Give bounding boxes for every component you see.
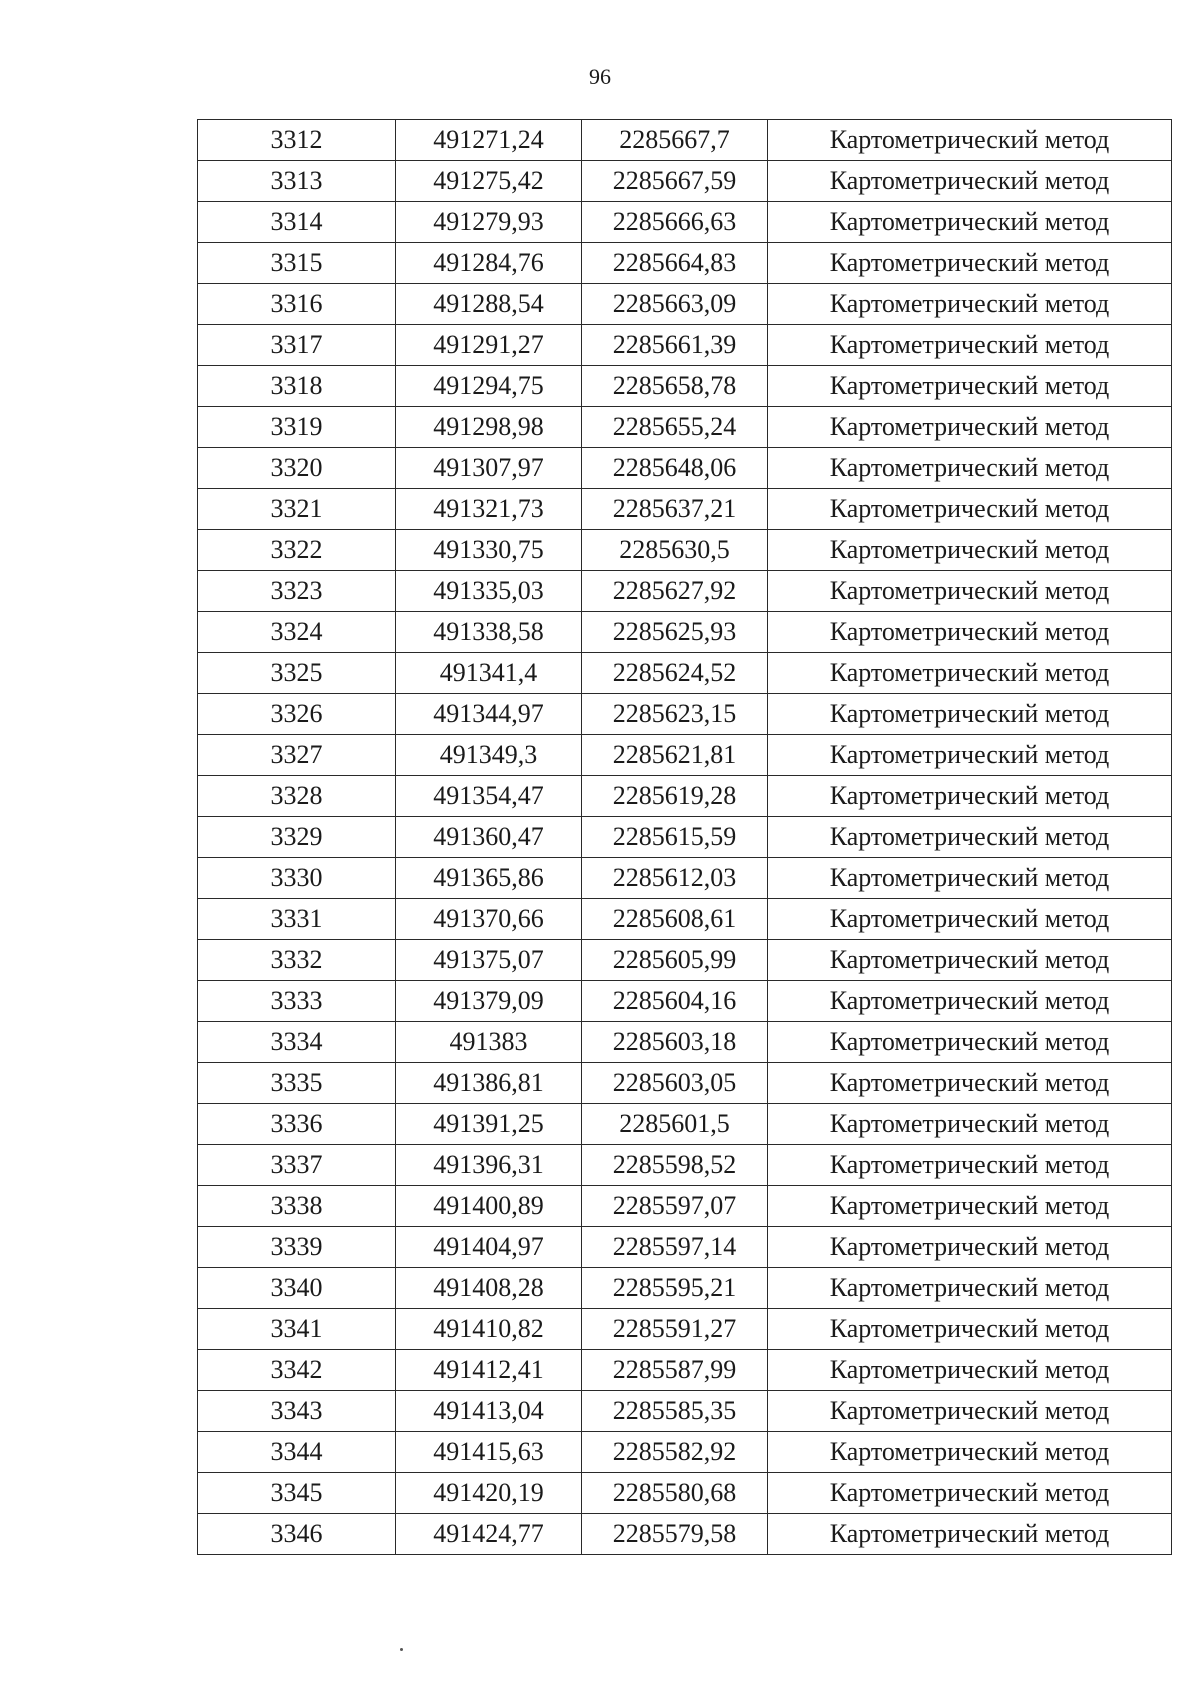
y-coordinate-cell: 2285603,05 (582, 1063, 768, 1104)
point-number-cell: 3342 (198, 1350, 396, 1391)
point-number-cell: 3331 (198, 899, 396, 940)
method-cell: Картометрический метод (768, 858, 1172, 899)
table-row (198, 571, 1172, 612)
x-coordinate-cell: 491410,82 (396, 1309, 582, 1350)
table-row (198, 940, 1172, 981)
table-row (198, 1104, 1172, 1145)
method-cell: Картометрический метод (768, 284, 1172, 325)
y-coordinate-cell: 2285605,99 (582, 940, 768, 981)
x-coordinate-cell: 491354,47 (396, 776, 582, 817)
x-coordinate-cell: 491408,28 (396, 1268, 582, 1309)
y-coordinate-cell: 2285623,15 (582, 694, 768, 735)
point-number-cell: 3317 (198, 325, 396, 366)
method-cell: Картометрический метод (768, 407, 1172, 448)
y-coordinate-cell: 2285630,5 (582, 530, 768, 571)
x-coordinate-cell: 491383 (396, 1022, 582, 1063)
method-cell: Картометрический метод (768, 899, 1172, 940)
point-number-cell: 3323 (198, 571, 396, 612)
point-number-cell: 3318 (198, 366, 396, 407)
table-row (198, 448, 1172, 489)
table-row (198, 1473, 1172, 1514)
y-coordinate-cell: 2285587,99 (582, 1350, 768, 1391)
y-coordinate-cell: 2285603,18 (582, 1022, 768, 1063)
table-row (198, 1022, 1172, 1063)
point-number-cell: 3344 (198, 1432, 396, 1473)
x-coordinate-cell: 491335,03 (396, 571, 582, 612)
y-coordinate-cell: 2285625,93 (582, 612, 768, 653)
method-cell: Картометрический метод (768, 1227, 1172, 1268)
table-row (198, 735, 1172, 776)
y-coordinate-cell: 2285627,92 (582, 571, 768, 612)
y-coordinate-cell: 2285597,07 (582, 1186, 768, 1227)
x-coordinate-cell: 491330,75 (396, 530, 582, 571)
y-coordinate-cell: 2285648,06 (582, 448, 768, 489)
y-coordinate-cell: 2285661,39 (582, 325, 768, 366)
method-cell: Картометрический метод (768, 1268, 1172, 1309)
method-cell: Картометрический метод (768, 612, 1172, 653)
y-coordinate-cell: 2285598,52 (582, 1145, 768, 1186)
method-cell: Картометрический метод (768, 325, 1172, 366)
point-number-cell: 3315 (198, 243, 396, 284)
y-coordinate-cell: 2285591,27 (582, 1309, 768, 1350)
point-number-cell: 3319 (198, 407, 396, 448)
method-cell: Картометрический метод (768, 571, 1172, 612)
point-number-cell: 3325 (198, 653, 396, 694)
point-number-cell: 3343 (198, 1391, 396, 1432)
point-number-cell: 3334 (198, 1022, 396, 1063)
y-coordinate-cell: 2285595,21 (582, 1268, 768, 1309)
point-number-cell: 3340 (198, 1268, 396, 1309)
y-coordinate-cell: 2285608,61 (582, 899, 768, 940)
table-row (198, 1391, 1172, 1432)
method-cell: Картометрический метод (768, 776, 1172, 817)
table-row (198, 1514, 1172, 1555)
point-number-cell: 3337 (198, 1145, 396, 1186)
page-number: 96 (589, 64, 611, 89)
point-number-cell: 3345 (198, 1473, 396, 1514)
y-coordinate-cell: 2285601,5 (582, 1104, 768, 1145)
x-coordinate-cell: 491321,73 (396, 489, 582, 530)
y-coordinate-cell: 2285663,09 (582, 284, 768, 325)
x-coordinate-cell: 491298,98 (396, 407, 582, 448)
point-number-cell: 3338 (198, 1186, 396, 1227)
method-cell: Картометрический метод (768, 694, 1172, 735)
point-number-cell: 3332 (198, 940, 396, 981)
x-coordinate-cell: 491420,19 (396, 1473, 582, 1514)
table-row (198, 981, 1172, 1022)
x-coordinate-cell: 491349,3 (396, 735, 582, 776)
method-cell: Картометрический метод (768, 1063, 1172, 1104)
y-coordinate-cell: 2285624,52 (582, 653, 768, 694)
x-coordinate-cell: 491360,47 (396, 817, 582, 858)
point-number-cell: 3329 (198, 817, 396, 858)
coordinates-table (197, 119, 1172, 1555)
method-cell: Картометрический метод (768, 366, 1172, 407)
table-row (198, 284, 1172, 325)
method-cell: Картометрический метод (768, 161, 1172, 202)
y-coordinate-cell: 2285604,16 (582, 981, 768, 1022)
y-coordinate-cell: 2285667,59 (582, 161, 768, 202)
y-coordinate-cell: 2285667,7 (582, 120, 768, 161)
method-cell: Картометрический метод (768, 120, 1172, 161)
point-number-cell: 3314 (198, 202, 396, 243)
table-row (198, 202, 1172, 243)
table-row (198, 243, 1172, 284)
x-coordinate-cell: 491413,04 (396, 1391, 582, 1432)
table-row (198, 1432, 1172, 1473)
point-number-cell: 3327 (198, 735, 396, 776)
y-coordinate-cell: 2285666,63 (582, 202, 768, 243)
table-row (198, 407, 1172, 448)
x-coordinate-cell: 491412,41 (396, 1350, 582, 1391)
y-coordinate-cell: 2285585,35 (582, 1391, 768, 1432)
method-cell: Картометрический метод (768, 1432, 1172, 1473)
method-cell: Картометрический метод (768, 243, 1172, 284)
x-coordinate-cell: 491341,4 (396, 653, 582, 694)
x-coordinate-cell: 491386,81 (396, 1063, 582, 1104)
x-coordinate-cell: 491271,24 (396, 120, 582, 161)
point-number-cell: 3335 (198, 1063, 396, 1104)
table-row (198, 1227, 1172, 1268)
y-coordinate-cell: 2285621,81 (582, 735, 768, 776)
method-cell: Картометрический метод (768, 735, 1172, 776)
x-coordinate-cell: 491338,58 (396, 612, 582, 653)
x-coordinate-cell: 491365,86 (396, 858, 582, 899)
x-coordinate-cell: 491288,54 (396, 284, 582, 325)
y-coordinate-cell: 2285615,59 (582, 817, 768, 858)
coordinates-table-body (198, 120, 1172, 1555)
y-coordinate-cell: 2285664,83 (582, 243, 768, 284)
method-cell: Картометрический метод (768, 530, 1172, 571)
table-row (198, 1186, 1172, 1227)
method-cell: Картометрический метод (768, 1309, 1172, 1350)
method-cell: Картометрический метод (768, 1186, 1172, 1227)
point-number-cell: 3346 (198, 1514, 396, 1555)
point-number-cell: 3312 (198, 120, 396, 161)
point-number-cell: 3328 (198, 776, 396, 817)
point-number-cell: 3341 (198, 1309, 396, 1350)
point-number-cell: 3326 (198, 694, 396, 735)
y-coordinate-cell: 2285580,68 (582, 1473, 768, 1514)
table-row (198, 817, 1172, 858)
x-coordinate-cell: 491415,63 (396, 1432, 582, 1473)
table-row (198, 694, 1172, 735)
x-coordinate-cell: 491307,97 (396, 448, 582, 489)
point-number-cell: 3322 (198, 530, 396, 571)
method-cell: Картометрический метод (768, 1022, 1172, 1063)
point-number-cell: 3313 (198, 161, 396, 202)
y-coordinate-cell: 2285619,28 (582, 776, 768, 817)
x-coordinate-cell: 491294,75 (396, 366, 582, 407)
x-coordinate-cell: 491344,97 (396, 694, 582, 735)
table-row (198, 776, 1172, 817)
table-row (198, 489, 1172, 530)
table-row (198, 1145, 1172, 1186)
table-row (198, 530, 1172, 571)
y-coordinate-cell: 2285637,21 (582, 489, 768, 530)
y-coordinate-cell: 2285582,92 (582, 1432, 768, 1473)
x-coordinate-cell: 491370,66 (396, 899, 582, 940)
y-coordinate-cell: 2285597,14 (582, 1227, 768, 1268)
method-cell: Картометрический метод (768, 1145, 1172, 1186)
y-coordinate-cell: 2285579,58 (582, 1514, 768, 1555)
table-row (198, 653, 1172, 694)
point-number-cell: 3316 (198, 284, 396, 325)
table-row (198, 1350, 1172, 1391)
method-cell: Картометрический метод (768, 817, 1172, 858)
x-coordinate-cell: 491275,42 (396, 161, 582, 202)
method-cell: Картометрический метод (768, 1514, 1172, 1555)
x-coordinate-cell: 491391,25 (396, 1104, 582, 1145)
x-coordinate-cell: 491400,89 (396, 1186, 582, 1227)
method-cell: Картометрический метод (768, 1104, 1172, 1145)
x-coordinate-cell: 491375,07 (396, 940, 582, 981)
table-row (198, 366, 1172, 407)
x-coordinate-cell: 491379,09 (396, 981, 582, 1022)
table-row (198, 858, 1172, 899)
x-coordinate-cell: 491396,31 (396, 1145, 582, 1186)
x-coordinate-cell: 491291,27 (396, 325, 582, 366)
point-number-cell: 3330 (198, 858, 396, 899)
table-row (198, 120, 1172, 161)
x-coordinate-cell: 491279,93 (396, 202, 582, 243)
x-coordinate-cell: 491424,77 (396, 1514, 582, 1555)
table-row (198, 325, 1172, 366)
point-number-cell: 3324 (198, 612, 396, 653)
table-row (198, 161, 1172, 202)
y-coordinate-cell: 2285658,78 (582, 366, 768, 407)
point-number-cell: 3336 (198, 1104, 396, 1145)
method-cell: Картометрический метод (768, 1350, 1172, 1391)
point-number-cell: 3339 (198, 1227, 396, 1268)
method-cell: Картометрический метод (768, 653, 1172, 694)
method-cell: Картометрический метод (768, 981, 1172, 1022)
point-number-cell: 3320 (198, 448, 396, 489)
y-coordinate-cell: 2285655,24 (582, 407, 768, 448)
method-cell: Картометрический метод (768, 202, 1172, 243)
point-number-cell: 3333 (198, 981, 396, 1022)
table-row (198, 899, 1172, 940)
method-cell: Картометрический метод (768, 448, 1172, 489)
method-cell: Картометрический метод (768, 940, 1172, 981)
scan-speck (400, 1648, 403, 1651)
method-cell: Картометрический метод (768, 489, 1172, 530)
table-row (198, 1309, 1172, 1350)
y-coordinate-cell: 2285612,03 (582, 858, 768, 899)
table-row (198, 1268, 1172, 1309)
table-row (198, 1063, 1172, 1104)
table-row (198, 612, 1172, 653)
point-number-cell: 3321 (198, 489, 396, 530)
x-coordinate-cell: 491284,76 (396, 243, 582, 284)
x-coordinate-cell: 491404,97 (396, 1227, 582, 1268)
method-cell: Картометрический метод (768, 1391, 1172, 1432)
method-cell: Картометрический метод (768, 1473, 1172, 1514)
